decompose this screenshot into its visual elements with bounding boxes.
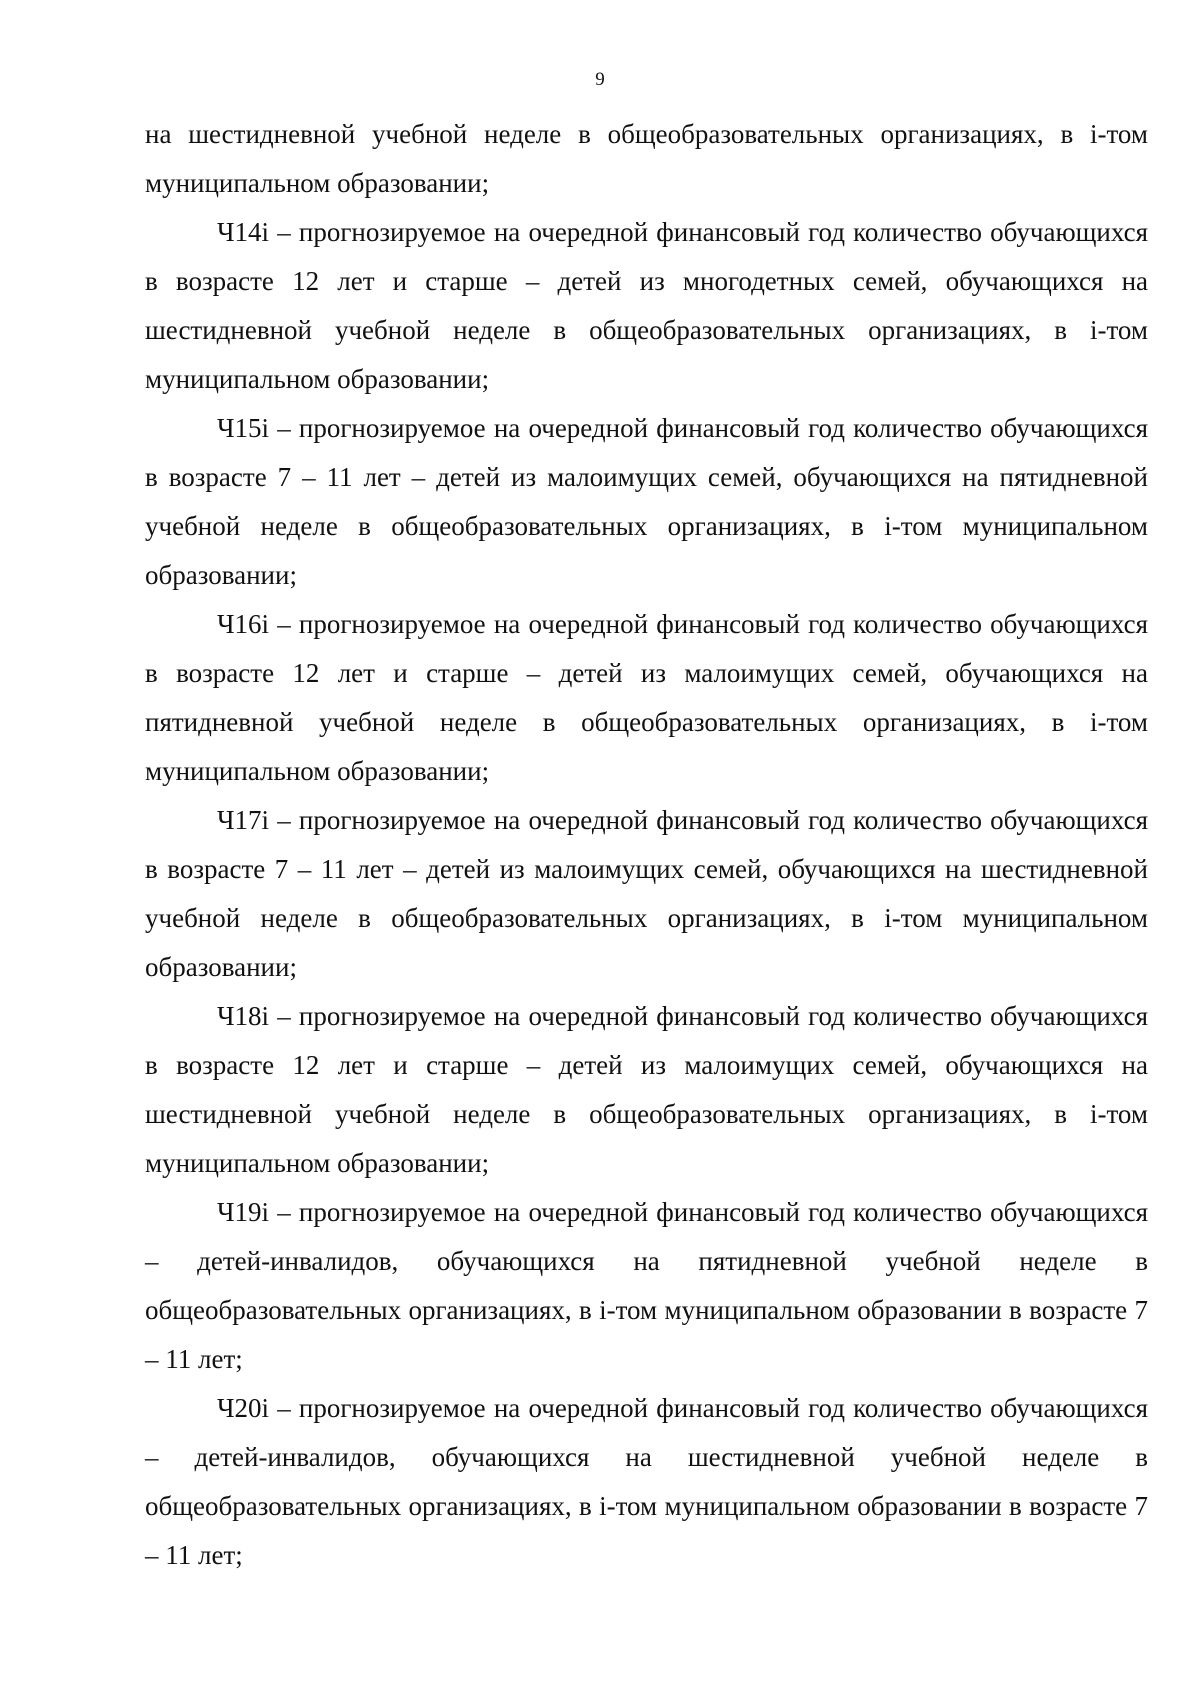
document-body <box>145 110 1148 1580</box>
paragraph-continuation: на шестидневной учебной неделе в общеобразовательных организациях, в i-том муниципальном образовании; <box>145 119 1148 198</box>
page-number: 9 <box>595 69 605 90</box>
paragraph-ch17: Ч17i – прогнозируемое на очередной финансовый год количество обучающихся в возрасте 7 – 11 лет – детей из малоимущих семей, обучающихся на шестидневной учебной неделе в общеобразовательных организациях, в i-том муниципальном образовании; <box>145 805 1148 982</box>
paragraph-ch19: Ч19i – прогнозируемое на очередной финансовый год количество обучающихся – детей-инвалидов, обучающихся на пятидневной учебной неделе в общеобразовательных организациях, в i-том муниципальном образовании в возрасте 7 – 11 лет; <box>145 1197 1148 1374</box>
paragraph-ch20: Ч20i – прогнозируемое на очередной финансовый год количество обучающихся – детей-инвалидов, обучающихся на шестидневной учебной неделе в общеобразовательных организациях, в i-том муниципальном образовании в возрасте 7 – 11 лет; <box>145 1393 1148 1570</box>
paragraph-ch15: Ч15i – прогнозируемое на очередной финансовый год количество обучающихся в возрасте 7 – 11 лет – детей из малоимущих семей, обучающихся на пятидневной учебной неделе в общеобразовательных организациях, в i-том муниципальном образовании; <box>145 413 1148 590</box>
paragraph-ch18: Ч18i – прогнозируемое на очередной финансовый год количество обучающихся в возрасте 12 лет и старше – детей из малоимущих семей, обучающихся на шестидневной учебной неделе в общеобразовательных организациях, в i-том муниципальном образовании; <box>145 1001 1148 1178</box>
paragraph-ch14: Ч14i – прогнозируемое на очередной финансовый год количество обучающихся в возрасте 12 лет и старше – детей из многодетных семей, обучающихся на шестидневной учебной неделе в общеобразовательных организациях, в i-том муниципальном образовании; <box>145 217 1148 394</box>
paragraph-ch16: Ч16i – прогнозируемое на очередной финансовый год количество обучающихся в возрасте 12 лет и старше – детей из малоимущих семей, обучающихся на пятидневной учебной неделе в общеобразовательных организациях, в i-том муниципальном образовании; <box>145 609 1148 786</box>
